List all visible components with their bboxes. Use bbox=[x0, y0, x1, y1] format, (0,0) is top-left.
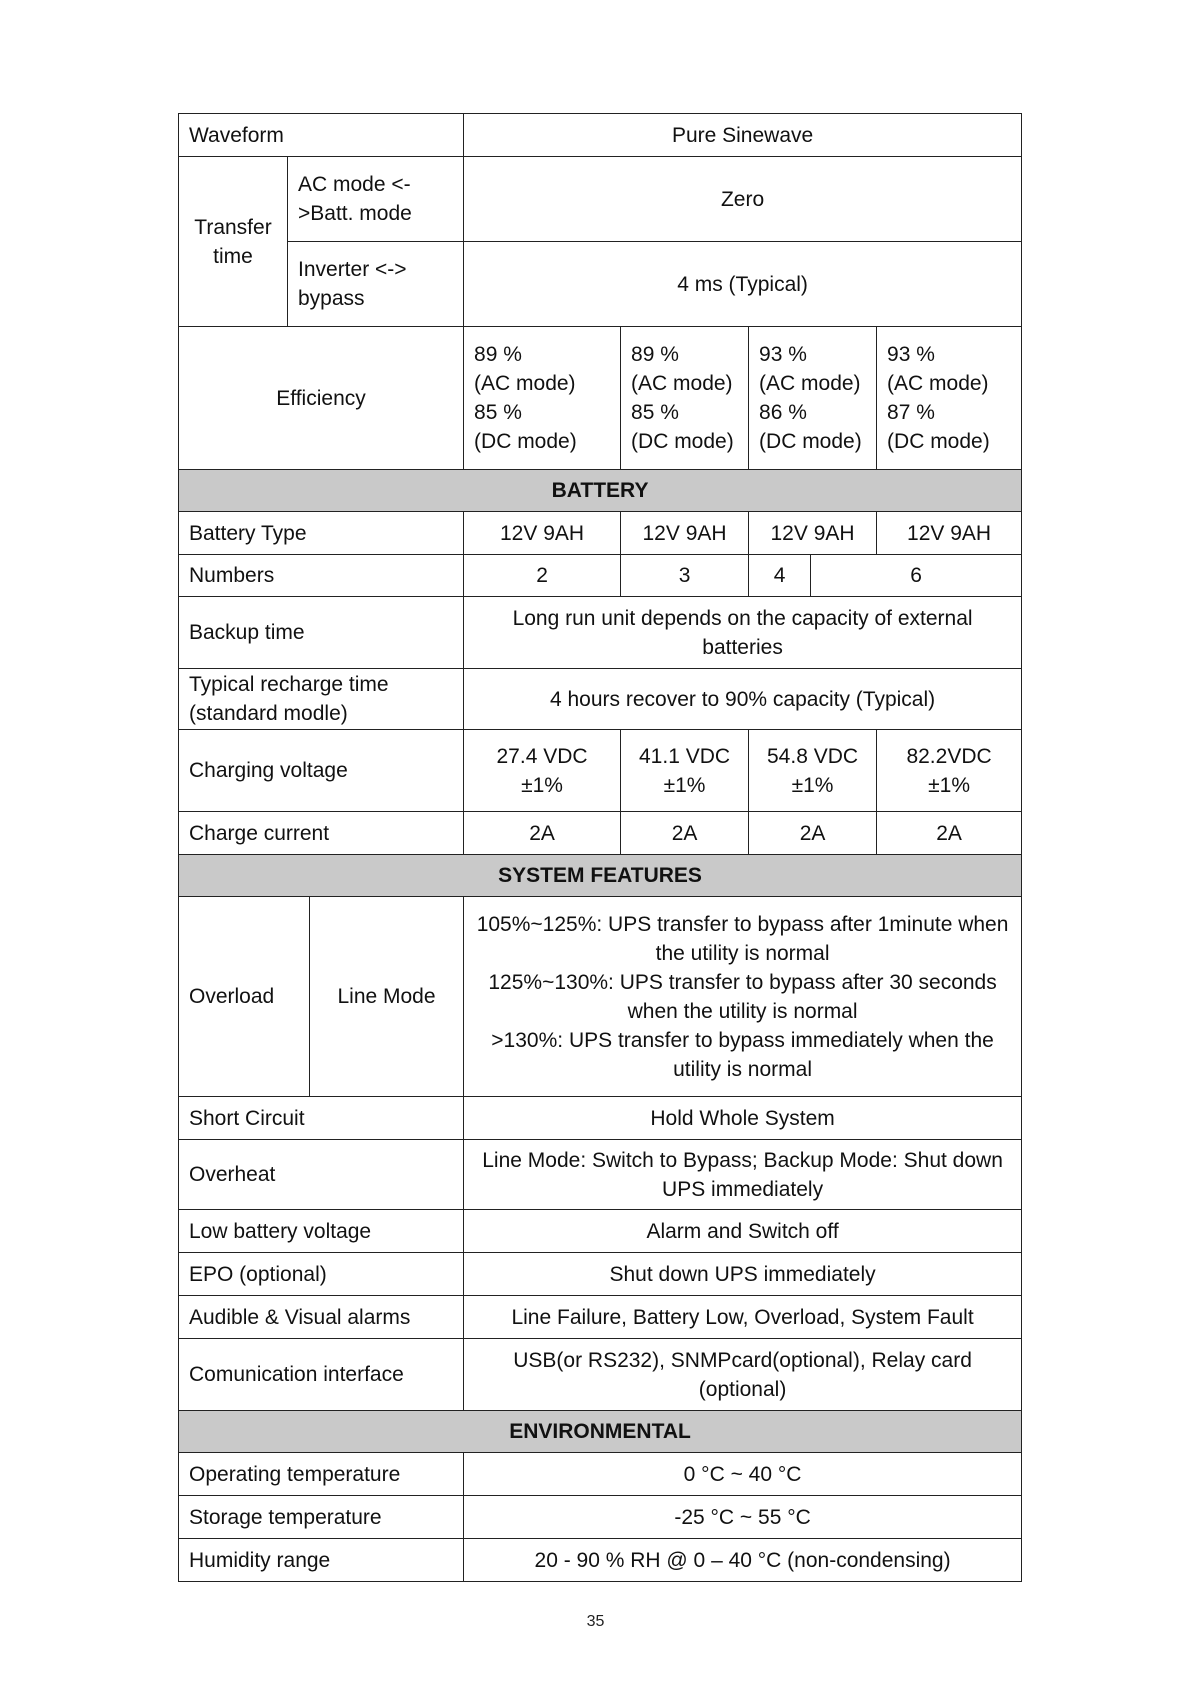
spec-table bbox=[178, 113, 1022, 1582]
page-number: 35 bbox=[586, 1613, 605, 1630]
efficiency-dc-mode: (DC mode) bbox=[474, 430, 577, 453]
efficiency-dc-mode: (DC mode) bbox=[759, 430, 862, 453]
efficiency-dc: 85 % bbox=[631, 401, 679, 424]
battery-numbers-value: 2 bbox=[464, 555, 621, 597]
row-alarms bbox=[179, 1296, 1022, 1339]
recharge-time-label: Typical recharge time (standard modle) bbox=[179, 669, 464, 730]
charging-voltage-label: Charging voltage bbox=[179, 730, 464, 812]
row-epo bbox=[179, 1253, 1022, 1296]
recharge-time-value: 4 hours recover to 90% capacity (Typical) bbox=[464, 669, 1022, 730]
battery-numbers-value: 4 bbox=[749, 555, 811, 597]
transfer-time-label: Transfer time bbox=[179, 157, 288, 327]
waveform-label: Waveform bbox=[179, 114, 464, 157]
overload-line: >130%: UPS transfer to bypass immediately when the utility is normal bbox=[491, 1028, 994, 1081]
efficiency-col-3 bbox=[749, 327, 877, 470]
epo-label: EPO (optional) bbox=[179, 1253, 464, 1296]
efficiency-ac-mode: (AC mode) bbox=[474, 372, 576, 395]
efficiency-ac-mode: (AC mode) bbox=[887, 372, 989, 395]
battery-numbers-label: Numbers bbox=[179, 555, 464, 597]
row-humidity bbox=[179, 1539, 1022, 1582]
humidity-value: 20 - 90 % RH @ 0 – 40 °C (non-condensing) bbox=[464, 1539, 1022, 1582]
section-environmental bbox=[179, 1411, 1022, 1453]
tolerance-text: ±1% bbox=[663, 773, 706, 797]
section-title-system: SYSTEM FEATURES bbox=[179, 855, 1022, 897]
row-communication bbox=[179, 1339, 1022, 1411]
row-transfer-ac-batt bbox=[179, 157, 1022, 242]
short-circuit-value: Hold Whole System bbox=[464, 1097, 1022, 1140]
short-circuit-label: Short Circuit bbox=[179, 1097, 464, 1140]
efficiency-col-2 bbox=[621, 327, 749, 470]
alarms-value: Line Failure, Battery Low, Overload, System Fault bbox=[464, 1296, 1022, 1339]
section-battery bbox=[179, 470, 1022, 512]
voltage-text: 27.4 VDC bbox=[496, 744, 588, 768]
overload-description bbox=[464, 897, 1022, 1097]
charge-current-label: Charge current bbox=[179, 812, 464, 855]
section-title-environmental: ENVIRONMENTAL bbox=[179, 1411, 1022, 1453]
charge-current-value: 2A bbox=[464, 812, 621, 855]
voltage-text: 41.1 VDC bbox=[639, 744, 731, 768]
low-battery-label: Low battery voltage bbox=[179, 1210, 464, 1253]
section-system-features bbox=[179, 855, 1022, 897]
efficiency-ac: 89 % bbox=[474, 343, 522, 366]
battery-type-value: 12V 9AH bbox=[464, 512, 621, 555]
communication-label: Comunication interface bbox=[179, 1339, 464, 1411]
row-charge-current bbox=[179, 812, 1022, 855]
tolerance-text: ±1% bbox=[791, 773, 834, 797]
backup-time-label: Backup time bbox=[179, 597, 464, 669]
overload-line: 105%~125%: UPS transfer to bypass after 1minute when the utility is normal bbox=[476, 912, 1009, 965]
row-backup-time bbox=[179, 597, 1022, 669]
efficiency-ac-mode: (AC mode) bbox=[759, 372, 861, 395]
overload-mode: Line Mode bbox=[310, 897, 464, 1097]
row-recharge-time bbox=[179, 669, 1022, 730]
communication-value: USB(or RS232), SNMPcard(optional), Relay card (optional) bbox=[464, 1339, 1022, 1411]
battery-numbers-value: 6 bbox=[811, 555, 1022, 597]
efficiency-dc-mode: (DC mode) bbox=[631, 430, 734, 453]
overheat-label: Overheat bbox=[179, 1140, 464, 1210]
efficiency-col-4 bbox=[877, 327, 1022, 470]
voltage-text: 54.8 VDC bbox=[767, 744, 859, 768]
overload-line: 125%~130%: UPS transfer to bypass after 30 seconds when the utility is normal bbox=[488, 970, 997, 1023]
battery-type-value: 12V 9AH bbox=[621, 512, 749, 555]
row-waveform bbox=[179, 114, 1022, 157]
row-overheat bbox=[179, 1140, 1022, 1210]
transfer-ac-batt-label: AC mode <->Batt. mode bbox=[288, 157, 464, 242]
efficiency-dc: 85 % bbox=[474, 401, 522, 424]
voltage-text: 82.2VDC bbox=[906, 744, 992, 768]
efficiency-ac: 93 % bbox=[759, 343, 807, 366]
transfer-inv-bypass-value: 4 ms (Typical) bbox=[464, 242, 1022, 327]
charging-voltage-value bbox=[877, 730, 1022, 812]
efficiency-ac: 89 % bbox=[631, 343, 679, 366]
section-title-battery: BATTERY bbox=[179, 470, 1022, 512]
overheat-value: Line Mode: Switch to Bypass; Backup Mode: Shut down UPS immediately bbox=[464, 1140, 1022, 1210]
humidity-label: Humidity range bbox=[179, 1539, 464, 1582]
row-battery-type bbox=[179, 512, 1022, 555]
efficiency-ac: 93 % bbox=[887, 343, 935, 366]
charging-voltage-value bbox=[621, 730, 749, 812]
row-overload bbox=[179, 897, 1022, 1097]
battery-type-value: 12V 9AH bbox=[749, 512, 877, 555]
epo-value: Shut down UPS immediately bbox=[464, 1253, 1022, 1296]
efficiency-dc: 86 % bbox=[759, 401, 807, 424]
storage-temperature-value: -25 °C ~ 55 °C bbox=[464, 1496, 1022, 1539]
efficiency-dc: 87 % bbox=[887, 401, 935, 424]
low-battery-value: Alarm and Switch off bbox=[464, 1210, 1022, 1253]
charge-current-value: 2A bbox=[621, 812, 749, 855]
row-charging-voltage bbox=[179, 730, 1022, 812]
efficiency-col-1 bbox=[464, 327, 621, 470]
row-battery-numbers bbox=[179, 555, 1022, 597]
tolerance-text: ±1% bbox=[521, 773, 563, 797]
charge-current-value: 2A bbox=[877, 812, 1022, 855]
operating-temperature-label: Operating temperature bbox=[179, 1453, 464, 1496]
charging-voltage-value bbox=[749, 730, 877, 812]
row-efficiency bbox=[179, 327, 1022, 470]
charge-current-value: 2A bbox=[749, 812, 877, 855]
transfer-ac-batt-value: Zero bbox=[464, 157, 1022, 242]
waveform-value: Pure Sinewave bbox=[464, 114, 1022, 157]
row-operating-temperature bbox=[179, 1453, 1022, 1496]
battery-type-value: 12V 9AH bbox=[877, 512, 1022, 555]
battery-numbers-value: 3 bbox=[621, 555, 749, 597]
efficiency-ac-mode: (AC mode) bbox=[631, 372, 733, 395]
alarms-label: Audible & Visual alarms bbox=[179, 1296, 464, 1339]
transfer-inv-bypass-label: Inverter <-> bypass bbox=[288, 242, 464, 327]
battery-type-label: Battery Type bbox=[179, 512, 464, 555]
charging-voltage-value bbox=[464, 730, 621, 812]
row-low-battery bbox=[179, 1210, 1022, 1253]
overload-label: Overload bbox=[179, 897, 310, 1097]
row-transfer-inv-bypass bbox=[179, 242, 1022, 327]
row-storage-temperature bbox=[179, 1496, 1022, 1539]
efficiency-dc-mode: (DC mode) bbox=[887, 430, 990, 453]
backup-time-value: Long run unit depends on the capacity of external batteries bbox=[464, 597, 1022, 669]
operating-temperature-value: 0 °C ~ 40 °C bbox=[464, 1453, 1022, 1496]
row-short-circuit bbox=[179, 1097, 1022, 1140]
storage-temperature-label: Storage temperature bbox=[179, 1496, 464, 1539]
tolerance-text: ±1% bbox=[928, 773, 970, 797]
efficiency-label: Efficiency bbox=[179, 327, 464, 470]
